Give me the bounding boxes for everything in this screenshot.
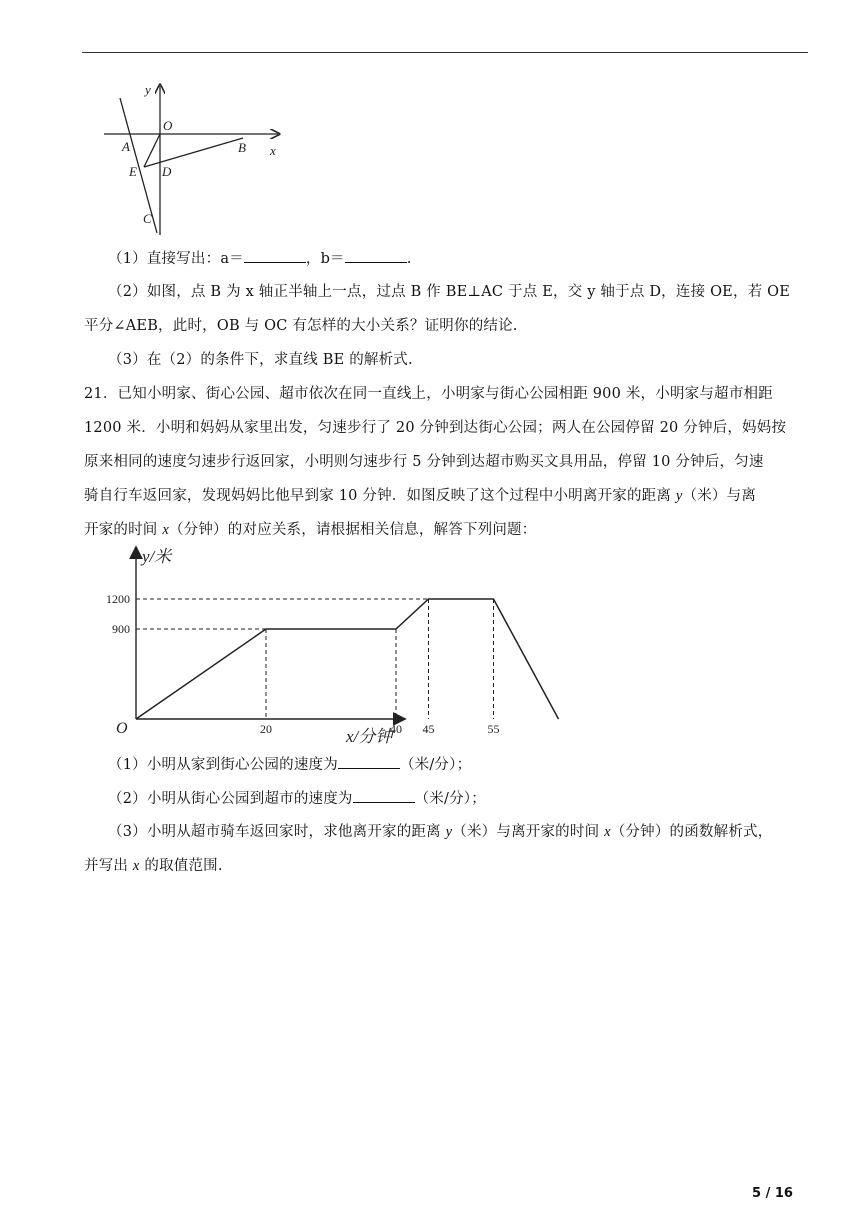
- y-tick-label-1200: 1200: [106, 592, 130, 606]
- q20-part1: （1）直接写出：a＝ ，b＝ .: [108, 248, 412, 269]
- chart-origin: O: [116, 720, 128, 737]
- q21-line4: 骑自行车返回家，发现妈妈比他早到家 10 分钟．如图反映了这个过程中小明离开家的距离 y（米）与离: [84, 488, 757, 504]
- q21-line1: 21．已知小明家、街心公园、超市依次在同一直线上，小明家与街心公园相距 900 米，小明家与超市相距: [84, 386, 773, 402]
- x-tick-label-55: 55: [487, 722, 500, 736]
- line-eb: [144, 138, 243, 167]
- answer-blank-a[interactable]: [244, 248, 306, 263]
- x-tick-label-40: 40: [390, 722, 402, 736]
- line-oe: [144, 134, 160, 167]
- answer-blank-b[interactable]: [345, 248, 407, 263]
- q21-line5: 开家的时间 x（分钟）的对应关系，请根据相关信息，解答下列问题：: [84, 522, 537, 538]
- q21-sub1: （1）小明从家到街心公园的速度为 （米/分）；: [108, 754, 471, 775]
- y-tick-label-900: 900: [112, 622, 130, 636]
- label-o: O: [163, 118, 173, 133]
- label-b: B: [238, 140, 246, 155]
- q21-sub2: （2）小明从街心公园到超市的速度为 （米/分）；: [108, 788, 486, 809]
- chart-xlabel: x/分钟: [346, 727, 393, 746]
- label-c: C: [143, 211, 152, 226]
- answer-blank-speed2[interactable]: [353, 788, 415, 803]
- chart-ylabel: y/米: [142, 547, 172, 566]
- x-tick-label-20: 20: [260, 722, 272, 736]
- answer-blank-speed1[interactable]: [338, 754, 400, 769]
- label-a: A: [122, 139, 130, 154]
- q20-part3: （3）在（2）的条件下，求直线 BE 的解析式.: [108, 352, 413, 368]
- q21-line3: 原来相同的速度匀速步行返回家，小明则匀速步行 5 分钟到达超市购买文具用品，停留 10 分钟后，匀速: [84, 454, 764, 470]
- q20-part2-line1: （2）如图，点 B 为 x 轴正半轴上一点，过点 B 作 BE⊥AC 于点 E，交 y 轴于点 D，连接 OE，若 OE: [108, 284, 791, 300]
- page-number: 5 / 16: [752, 1186, 793, 1201]
- q21-sub3-cont: 并写出 x 的取值范围.: [84, 858, 223, 874]
- geometry-figure: [98, 80, 288, 240]
- label-x: x: [270, 143, 276, 158]
- label-y: y: [145, 82, 151, 97]
- series-line: [136, 599, 559, 719]
- header-rule: [82, 52, 808, 53]
- label-e: E: [129, 164, 137, 179]
- q20-part2-line2: 平分∠AEB，此时，OB 与 OC 有怎样的大小关系？证明你的结论.: [84, 318, 518, 334]
- label-d: D: [162, 164, 172, 179]
- q21-sub3: （3）小明从超市骑车返回家时，求他离开家的距离 y（米）与离开家的时间 x（分钟）的函数解析式，: [108, 824, 773, 840]
- q21-line2: 1200 米．小明和妈妈从家里出发，匀速步行了 20 分钟到达街心公园；两人在公园停留 20 分钟后，妈妈按: [84, 420, 787, 436]
- distance-time-chart: [100, 544, 500, 750]
- x-tick-label-45: 45: [422, 722, 435, 736]
